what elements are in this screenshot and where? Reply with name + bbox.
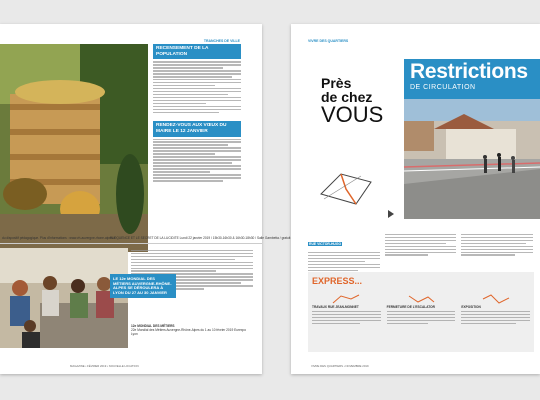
footer-right: VIVRE DES QUARTIERS • NOVEMBRE 2019 <box>311 364 369 368</box>
workshop-photo <box>0 248 128 348</box>
map-sketch <box>316 164 376 209</box>
headline-line3: VOUS <box>321 102 384 127</box>
express-col-3 <box>461 292 530 326</box>
voeux-heading: RENDEZ-VOUS AUX VŒUX DU MAIRE LE 12 JANVIER <box>153 121 241 136</box>
recensement-heading: RECENSEMENT DE LA POPULATION <box>153 44 241 59</box>
express-map-icon-2 <box>387 292 456 305</box>
col2-text <box>385 232 457 272</box>
street-label: RUE VICTOR-HUGO <box>309 242 342 246</box>
express-col-1 <box>312 292 381 326</box>
section-tag-right: VIVRE DES QUARTIERS <box>308 39 349 43</box>
headline-line1: Près <box>321 75 352 91</box>
footer-left: MAGAZINE • FÉVRIER 2019 • NOUVELLE LOCATION <box>70 364 139 368</box>
right-page <box>291 24 540 374</box>
col3-text <box>461 232 533 272</box>
express-col-2 <box>387 292 456 326</box>
col1-text <box>308 252 380 271</box>
title-banner <box>404 59 540 99</box>
section-tag: TRANCHES DE VILLE <box>203 39 240 43</box>
express-col-2-label: FERMETURE DE L'ESCALATOR <box>386 305 435 309</box>
express-col-1-label: TRAVAUX RUE JEAN-MONNET <box>312 305 359 309</box>
express-title: EXPRESS... <box>312 276 363 286</box>
mondial-info-block <box>131 324 253 336</box>
express-map-icon-1 <box>312 292 381 305</box>
mondial-heading: LE 12e MONDIAL DES MÉTIERS AUVERGNE-RHÔNE-ALPES SE DÉROULERA À LYON DU 27 AU 30 JANVIER <box>110 274 176 298</box>
photo-caption: du dispositif pédagogique. Plus d'informations : www.vh-auvergne-rhone-alpes.fr <box>2 236 116 240</box>
headline <box>321 76 401 126</box>
left-page <box>0 24 291 374</box>
page-subtitle: DE CIRCULATION <box>410 84 476 91</box>
recensement-column <box>153 44 241 183</box>
express-col-1-text <box>312 311 381 324</box>
express-box <box>308 272 534 352</box>
compost-photo <box>0 44 148 252</box>
play-triangle-icon <box>388 210 394 218</box>
voeux-text <box>153 139 241 182</box>
headline-line2: de chez <box>321 89 373 105</box>
divider <box>0 243 262 244</box>
express-map-icon-3 <box>461 292 530 305</box>
article-body <box>308 232 533 272</box>
page-title: Restrictions <box>410 60 528 83</box>
express-col-3-label: EXPOSITION <box>461 305 481 309</box>
express-col-3-text <box>461 311 530 324</box>
info-strip: ELOQUENCE ET LE SECRET DE LA LUCIDITE Lundi 22 janvier 2019 / 15h30-16h30 & 16h30-18h30 / Salle Gambetta / gratuit <box>110 236 291 240</box>
express-col-2-text <box>387 311 456 324</box>
express-columns <box>312 292 530 326</box>
mondial-info-heading: 12e MONDIAL DES MÉTIERS <box>131 324 175 328</box>
recensement-text <box>153 61 241 113</box>
mondial-info-text: 22e Mondial des Métiers Auvergne-Rhône-Alpes du 1 au 10 février 2019 Eurexpo Lyon <box>131 328 246 336</box>
